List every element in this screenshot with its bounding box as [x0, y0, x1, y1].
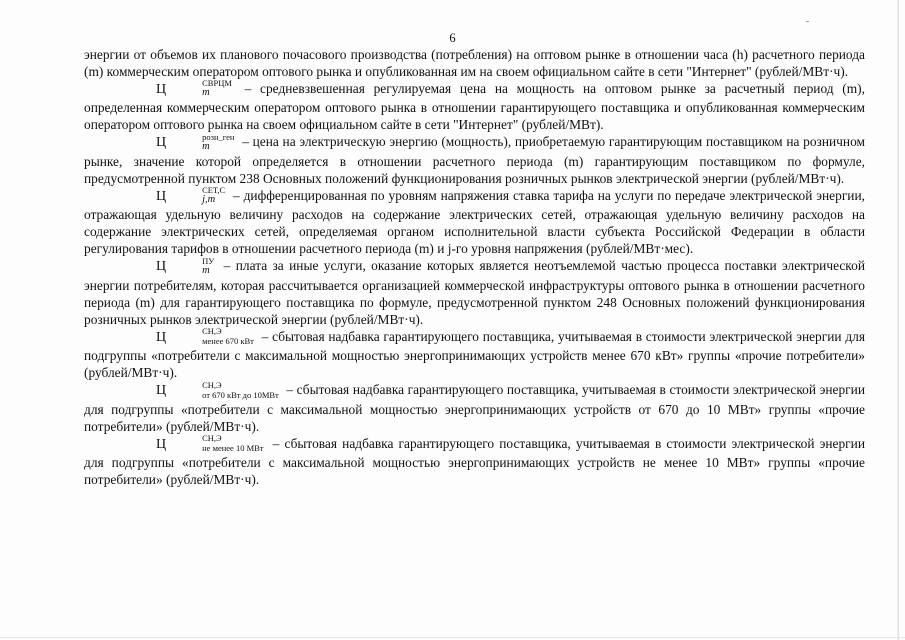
scan-mark: [806, 21, 809, 22]
definition-paragraph: [84, 328, 865, 381]
symbol-base: Ц: [156, 259, 167, 275]
symbol-superscript: розн_ген: [202, 131, 235, 142]
definition-text: – сбытовая надбавка гарантирующего поставщика, учитываемая в стоимости электрической энергии для подгруппы «потребители с максимальной мощностью энергопринимающих устройств менее 670 кВт» группы «прочие потребители» (рублей/МВт·ч).: [84, 328, 865, 381]
symbol-subscript: m: [202, 264, 210, 276]
formula-symbol: [120, 432, 264, 454]
definition-text: – сбытовая надбавка гарантирующего поставщика, учитываемая в стоимости электрической энергии для подгруппы «потребители с максимальной мощностью энергопринимающих устройств от 670 до 10 МВт» группы «прочие потребители» (рублей/МВт·ч).: [84, 382, 865, 434]
definition-text: – дифференцированная по уровням напряжения ставка тарифа на услуги по передаче электрической энергии, отражающая удельную величину расходов на содержание электрических сетей, отражающая удельную величину расходов на содержание электрических сетей, определяемая органом исполнительной власти субъекта Российской Федерации в области регулирования тарифов в отношении расчетного периода (m) и j-го уровня напряжения (рублей/МВт·мес).: [84, 187, 865, 257]
definition-text: – цена на электрическую энергию (мощность), приобретаемую гарантирующим поставщиком на розничном рынке, значение которой определяется в отношении расчетного периода (m) гарантирующим поставщиком по формуле, предусмотренной пунктом 238 Основных положений функционирования розничных рынков электрической энергии (рублей/МВт·ч).: [84, 134, 865, 186]
symbol-base: Ц: [156, 436, 167, 452]
symbol-superscript: СЕТ,С: [202, 185, 226, 196]
symbol-superscript: СН,Э: [202, 326, 222, 337]
formula-symbol: [120, 187, 225, 206]
symbol-base: Ц: [156, 329, 167, 345]
formula-symbol: [120, 328, 254, 347]
symbol-base: Ц: [156, 135, 167, 151]
symbol-superscript: СВРЦМ: [202, 78, 232, 89]
document-body: [84, 46, 865, 488]
symbol-base: Ц: [156, 82, 167, 97]
symbol-base: Ц: [156, 188, 167, 204]
paragraph-text: энергии от объемов их планового почасового производства (потребления) на оптовом рынке в отношении часа (h) расчетного периода (m) коммерческим оператором оптового рынка и опубликованная им на своем официальном сайте в сети "Интернет" (рублей/МВт·ч).: [84, 47, 865, 79]
definition-text: – плата за иные услуги, оказание которых является неотъемлемой частью процесса поставки электрической энергии потребителям, которая рассчитывается организацией коммерческой инфраструктуры оптового рынка в отношении расчетного периода (m) для гарантирующего поставщика по формуле, предусмотренной пунктом 248 Основных положений функционирования розничных рынков электрической энергии (рублей/МВт·ч).: [84, 258, 865, 327]
definition-paragraph: [84, 432, 865, 488]
scan-edge-right: [897, 0, 899, 640]
formula-symbol: [120, 381, 279, 400]
definition-paragraph: [84, 133, 865, 186]
symbol-superscript: ПУ: [202, 255, 215, 266]
formula-symbol: [120, 257, 214, 276]
symbol-subscript: j,m: [202, 194, 216, 206]
definition-paragraph: [84, 187, 865, 257]
symbol-subscript: m: [202, 140, 210, 152]
scan-edge-bottom: [0, 637, 905, 638]
paragraph-continuation: [84, 46, 865, 80]
symbol-superscript: СН,Э: [202, 379, 222, 390]
symbol-subscript: не менее 10 МВт: [202, 442, 264, 453]
symbol-subscript: от 670 кВт до 10МВт: [202, 389, 279, 400]
symbol-subscript: менее 670 кВт: [202, 336, 254, 347]
formula-symbol: [120, 133, 234, 152]
definition-paragraph: [84, 80, 865, 133]
definition-paragraph: [84, 257, 865, 327]
symbol-base: Ц: [156, 383, 167, 399]
definition-text: – средневзвешенная регулируемая цена на мощность на оптовом рынке за расчетный период (m), определенная коммерческим оператором оптового рынка в отношении гарантирующего поставщика и опубликованная коммерческим оператором оптового рынка на своем официальном сайте в сети "Интернет" (рублей/МВт).: [84, 81, 865, 133]
symbol-superscript: СН,Э: [202, 432, 222, 443]
definition-paragraph: [84, 381, 865, 434]
definition-text: – сбытовая надбавка гарантирующего поставщика, учитываемая в стоимости электрической энергии для подгруппы «потребители с максимальной мощностью энергопринимающих устройств не менее 10 МВт» группы «прочие потребители» (рублей/МВт·ч).: [84, 435, 865, 487]
formula-symbol: [120, 80, 232, 99]
page-number: 6: [449, 31, 456, 45]
symbol-subscript: m: [202, 87, 210, 99]
